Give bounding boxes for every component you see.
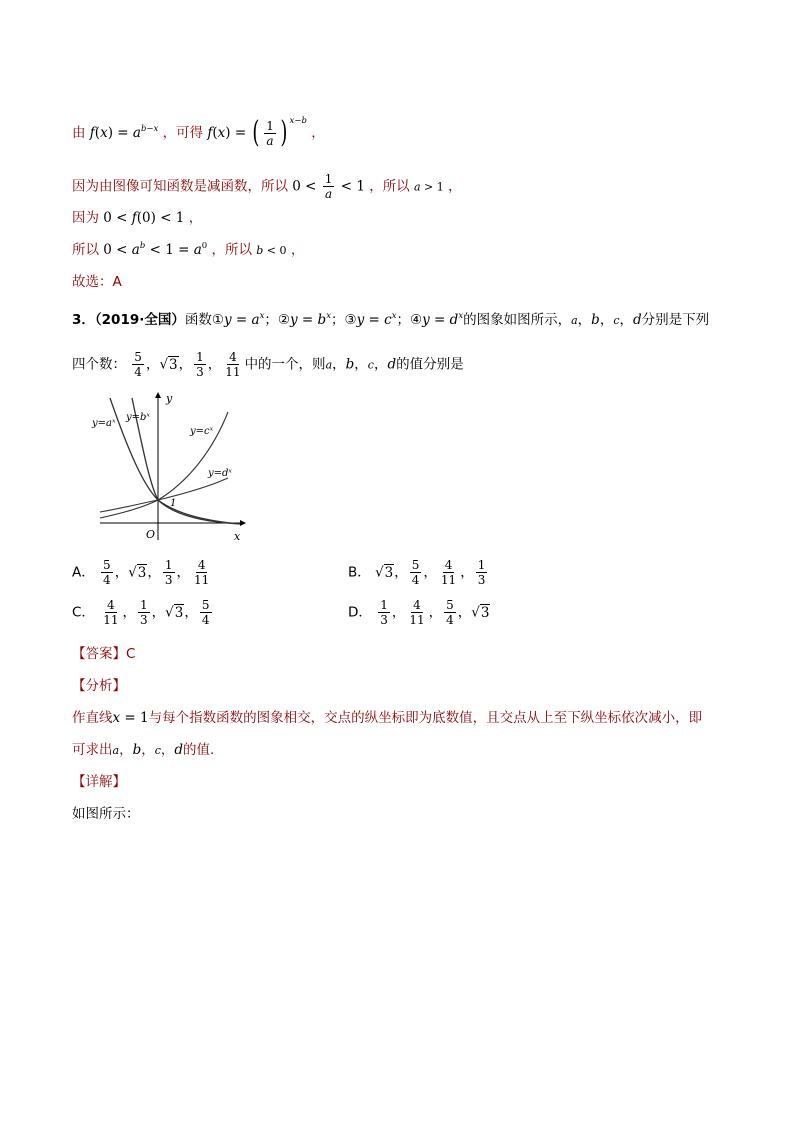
question-3-line-2: 四个数： $\frac{5}{4}$ ，√3， $\frac{1}{3}$ ， $\frac{4}{11}$ 中的一个，则a，b，c，d的值分别是 [72, 350, 464, 379]
formula-f-x: f [89, 125, 95, 141]
x-axis-arrow [240, 520, 246, 526]
solution-answer: 故选：A [72, 274, 122, 290]
option-d[interactable]: D． $\frac{1}{3}$ ， $\frac{4}{11}$ ， $\frac{5}{4}$ ，√3 [348, 598, 490, 627]
label-d: y=dˣ [208, 468, 232, 479]
label-origin: O [146, 528, 156, 541]
y-axis-arrow [155, 392, 161, 398]
label-y: y [166, 392, 173, 405]
label-b: y=bˣ [126, 412, 150, 423]
solution-line-3: 因为 0 < f(0) < 1 ， [72, 210, 203, 226]
analysis-label: 【分析】 [72, 678, 126, 694]
label-c: y=cˣ [190, 426, 214, 437]
solution-line-1: 由 $f(x) = a^{b-x}$ ，可得 f(x) = ( $\frac{1}{a}$ ) $^{x-b}$ ， [72, 115, 325, 150]
solution-line-2: 因为由图像可知函数是减函数，所以 0 < $\frac{1}{a}$ < 1 ，所以 a > 1 ， [72, 172, 462, 201]
curve-d [100, 478, 228, 512]
option-a[interactable]: A． $\frac{5}{4}$ ，√3， $\frac{1}{3}$ ， $\frac{4}{11}$ [72, 558, 210, 587]
analysis-line-1: 作直线x = 1与每个指数函数的图象相交，交点的纵坐标即为底数值，且交点从上至下纵坐标依次减小，即 [72, 710, 703, 726]
question-3-line-1: 3．（2019·全国）函数①y = $a^x$；②y = $b^x$；③y = $c^x$；④y = $d^x$的图象如图所示，a，b，c，d分别是下列 [72, 311, 710, 328]
label-x: x [234, 530, 241, 543]
detail-label: 【详解】 [72, 774, 126, 790]
answer-label: 【答案】C [72, 646, 136, 662]
option-b[interactable]: B． √3， $\frac{5}{4}$ ， $\frac{4}{11}$ ， $\frac{1}{3}$ [348, 558, 486, 587]
detail-text: 如图所示： [72, 806, 140, 822]
solution-line-4: 所以 $0 < a^b < 1 = a^0$ ，所以 b < 0 ， [72, 241, 305, 258]
exponential-graph [88, 390, 248, 545]
analysis-line-2: 可求出a，b，c，d的值. [72, 742, 215, 758]
option-c[interactable]: C． $\frac{4}{11}$ ， $\frac{1}{3}$ ，√3， $\frac{5}{4}$ [72, 598, 210, 627]
label-one: 1 [170, 498, 177, 509]
label-a: y=aˣ [92, 418, 116, 429]
